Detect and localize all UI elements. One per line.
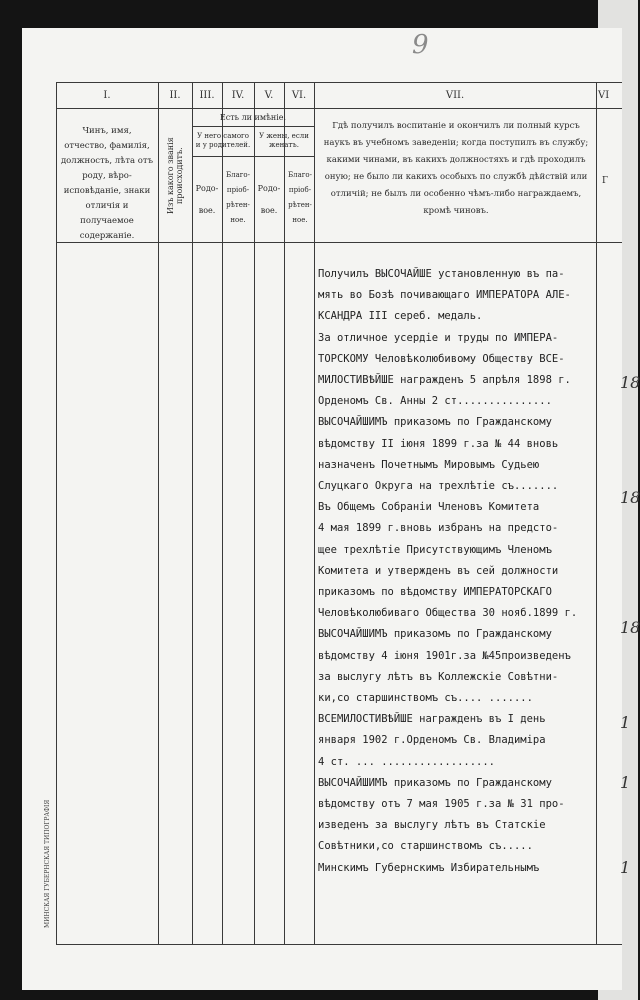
entry-line: Совѣтники,со старшинствомъ съ.....	[318, 840, 533, 853]
margin-note: 1	[620, 713, 631, 732]
col-divider-2	[192, 82, 193, 944]
entry-line: щее трехлѣтіе Присутствующимъ Членомъ	[318, 543, 552, 556]
entry-line: мять во Бозѣ почивающаго ИМПЕРАТОРА АЛЕ-	[318, 289, 571, 302]
entry-line: вѣдомству II іюня 1899 г.за № 44 вновь	[318, 437, 559, 450]
col4-number: IV.	[231, 90, 245, 101]
entry-line: изведенъ за выслугу лѣтъ въ Статскіе	[318, 819, 546, 832]
col6-number: VI.	[291, 90, 307, 101]
entry-line: января 1902 г.Орденомъ Св. Владиміра	[318, 734, 546, 747]
col-divider-5	[284, 82, 285, 944]
col6-blago: Благо-пріоб-рѣтен-ное.	[287, 171, 312, 224]
right-page-fragment: Г	[602, 176, 608, 186]
margin-note: 18	[620, 618, 640, 637]
entry-line: ВЫСОЧАЙШИМЪ приказомъ по Гражданскому	[318, 628, 552, 641]
entry-line: за выслугу лѣтъ въ Коллежскіе Совѣтни-	[318, 670, 559, 683]
header-top-rule	[56, 82, 622, 83]
estate-sub-rule	[192, 126, 314, 127]
table-bottom-rule	[56, 944, 622, 945]
entry-line: ки,со старшинствомъ съ.... .......	[318, 692, 533, 704]
col1-title: Чинъ, имя, отчество, фамилія, должность, лѣта отъ роду, вѣро-исповѣданіе, знаки отличія и получаемое содержаніе.	[60, 126, 154, 241]
entry-line: КСАНДРА III сереб. медаль.	[318, 310, 483, 323]
entry-line: приказомъ по вѣдомству ИМПЕРАТОРСКАГО	[318, 586, 552, 598]
entry-line: вѣдомству 4 іюня 1901г.за №45произведенъ	[318, 649, 571, 662]
printer-mark: МИНСКАЯ ГУБЕРНСКАЯ ТИПОГРАФІЯ	[44, 799, 51, 928]
entry-line: За отличное усердіе и труды по ИМПЕРА-	[318, 331, 559, 344]
entry-line: 4 ст. ... ..................	[318, 755, 496, 768]
entry-line: Минскимъ Губернскимъ Избирательнымъ	[318, 861, 540, 874]
col2-title: Изъ какого званія происходитъ.	[166, 137, 184, 215]
entry-line: Получилъ ВЫСОЧАЙШЕ установленную въ па-	[318, 268, 565, 280]
col-divider-3	[222, 82, 223, 944]
entry-line: Комитета и утвержденъ въ сей должности	[318, 564, 559, 577]
wife-label: У жены, если женатъ.	[259, 132, 309, 149]
own-parents-label: У него самого и у родителей.	[195, 132, 251, 149]
entry-line: Человѣколюбиваго Общества 30 нояб.1899 г.	[318, 607, 578, 620]
col3-number: III.	[199, 90, 215, 101]
estate-title: Есть ли имѣніе.	[219, 113, 287, 122]
col5-rodovoe: Родо-вое.	[257, 184, 281, 215]
entry-line: ВСЕМИЛОСТИВѢЙШЕ награжденъ въ I день	[318, 713, 546, 726]
entry-line: вѣдомству отъ 7 мая 1905 г.за № 31 про-	[318, 798, 565, 810]
col1-number: I.	[103, 90, 111, 101]
entry-line: ТОРСКОМУ Человѣколюбивому Обществу ВСЕ-	[318, 352, 565, 365]
form-page	[22, 28, 640, 990]
col8-number: VI	[598, 90, 610, 101]
col2-number: II.	[169, 90, 181, 101]
entry-line: Орденомъ Св. Анны 2 ст...............	[318, 395, 552, 408]
col4-blago: Благо-пріоб-рѣтен-ное.	[225, 171, 250, 224]
entry-line: Слуцкаго Округа на трехлѣтіе съ.......	[318, 480, 559, 492]
col-divider-1	[158, 82, 159, 944]
col-divider-6	[314, 82, 315, 944]
col5-number: V.	[264, 90, 274, 101]
margin-note: 1	[620, 858, 631, 877]
margin-note: 18	[620, 488, 640, 507]
col3-rodovoe: Родо-вое.	[195, 184, 219, 215]
col-left-border	[56, 82, 57, 944]
estate-sub-rule-2	[192, 156, 314, 157]
page-number: 9	[412, 30, 429, 60]
col7-title: Гдѣ получилъ воспитаніе и окончилъ ли полный курсъ наукъ въ учебномъ заведеніи; когда поступилъ въ службу; какими чинами, въ какихъ должностяхъ и гдѣ проходилъ оную; не было ли какихъ особыхъ по службѣ дѣйствій или отличій; не былъ ли особенно чѣмъ-либо награждаемъ, кромѣ чиновъ.	[323, 121, 589, 216]
entry-line: Въ Общемъ Собраніи Членовъ Комитета	[318, 501, 540, 514]
margin-note: 1	[620, 773, 631, 792]
entry-line: ВЫСОЧАЙШИМЪ приказомъ по Гражданскому	[318, 776, 552, 789]
entry-line: МИЛОСТИВѢЙШЕ награжденъ 5 апрѣля 1898 г.	[318, 374, 571, 386]
entry-line: назначенъ Почетнымъ Мировымъ Судьею	[318, 458, 540, 471]
entry-line: 4 мая 1899 г.вновь избранъ на предсто-	[318, 522, 559, 535]
header-numbers-rule	[56, 108, 622, 109]
col-divider-4	[254, 82, 255, 944]
margin-note: 18	[620, 373, 640, 392]
entry-line: ВЫСОЧАЙШИМЪ приказомъ по Гражданскому	[318, 416, 552, 429]
col7-number: VII.	[445, 90, 465, 101]
